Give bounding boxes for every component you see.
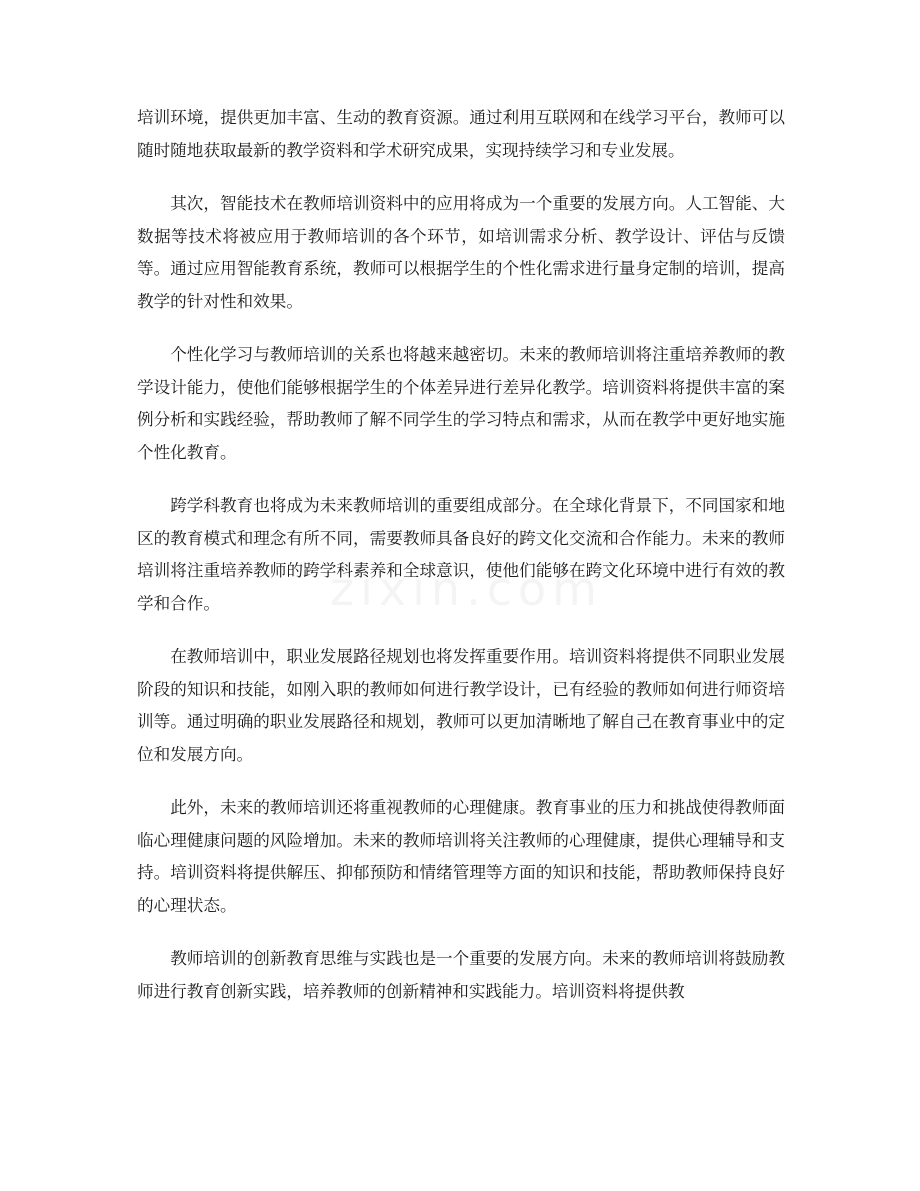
paragraph-5: 在教师培训中，职业发展路径规划也将发挥重要作用。培训资料将提供不同职业发展阶段的知识和技能，如刚入职的教师如何进行教学设计，已有经验的教师如何进行师资培训等。通过明确的职业发展路径和规划，教师可以更加清晰地了解自己在教育事业中的定位和发展方向。 bbox=[137, 647, 785, 764]
paragraph-2: 其次，智能技术在教师培训资料中的应用将成为一个重要的发展方向。人工智能、大数据等技术将被应用于教师培训的各个环节，如培训需求分析、教学设计、评估与反馈等。通过应用智能教育系统，教师可以根据学生的个性化需求进行量身定制的培训，提高教学的针对性和效果。 bbox=[137, 194, 785, 311]
paragraph-7: 教师培训的创新教育思维与实践也是一个重要的发展方向。未来的教师培训将鼓励教师进行教育创新实践，培养教师的创新精神和实践能力。培训资料将提供教 bbox=[137, 949, 785, 1001]
paragraph-4: 跨学科教育也将成为未来教师培训的重要组成部分。在全球化背景下，不同国家和地区的教育模式和理念有所不同，需要教师具备良好的跨文化交流和合作能力。未来的教师培训将注重培养教师的跨学科素养和全球意识，使他们能够在跨文化环境中进行有效的教学和合作。 bbox=[137, 496, 785, 613]
document-body bbox=[137, 102, 785, 1029]
paragraph-3: 个性化学习与教师培训的关系也将越来越密切。未来的教师培训将注重培养教师的教学设计能力，使他们能够根据学生的个体差异进行差异化教学。培训资料将提供丰富的案例分析和实践经验，帮助教师了解不同学生的学习特点和需求，从而在教学中更好地实施个性化教育。 bbox=[137, 345, 785, 462]
paragraph-6: 此外，未来的教师培训还将重视教师的心理健康。教育事业的压力和挑战使得教师面临心理健康问题的风险增加。未来的教师培训将关注教师的心理健康，提供心理辅导和支持。培训资料将提供解压、抑郁预防和情绪管理等方面的知识和技能，帮助教师保持良好的心理状态。 bbox=[137, 798, 785, 915]
paragraph-1: 培训环境，提供更加丰富、生动的教育资源。通过利用互联网和在线学习平台，教师可以随时随地获取最新的教学资料和学术研究成果，实现持续学习和专业发展。 bbox=[137, 108, 785, 160]
